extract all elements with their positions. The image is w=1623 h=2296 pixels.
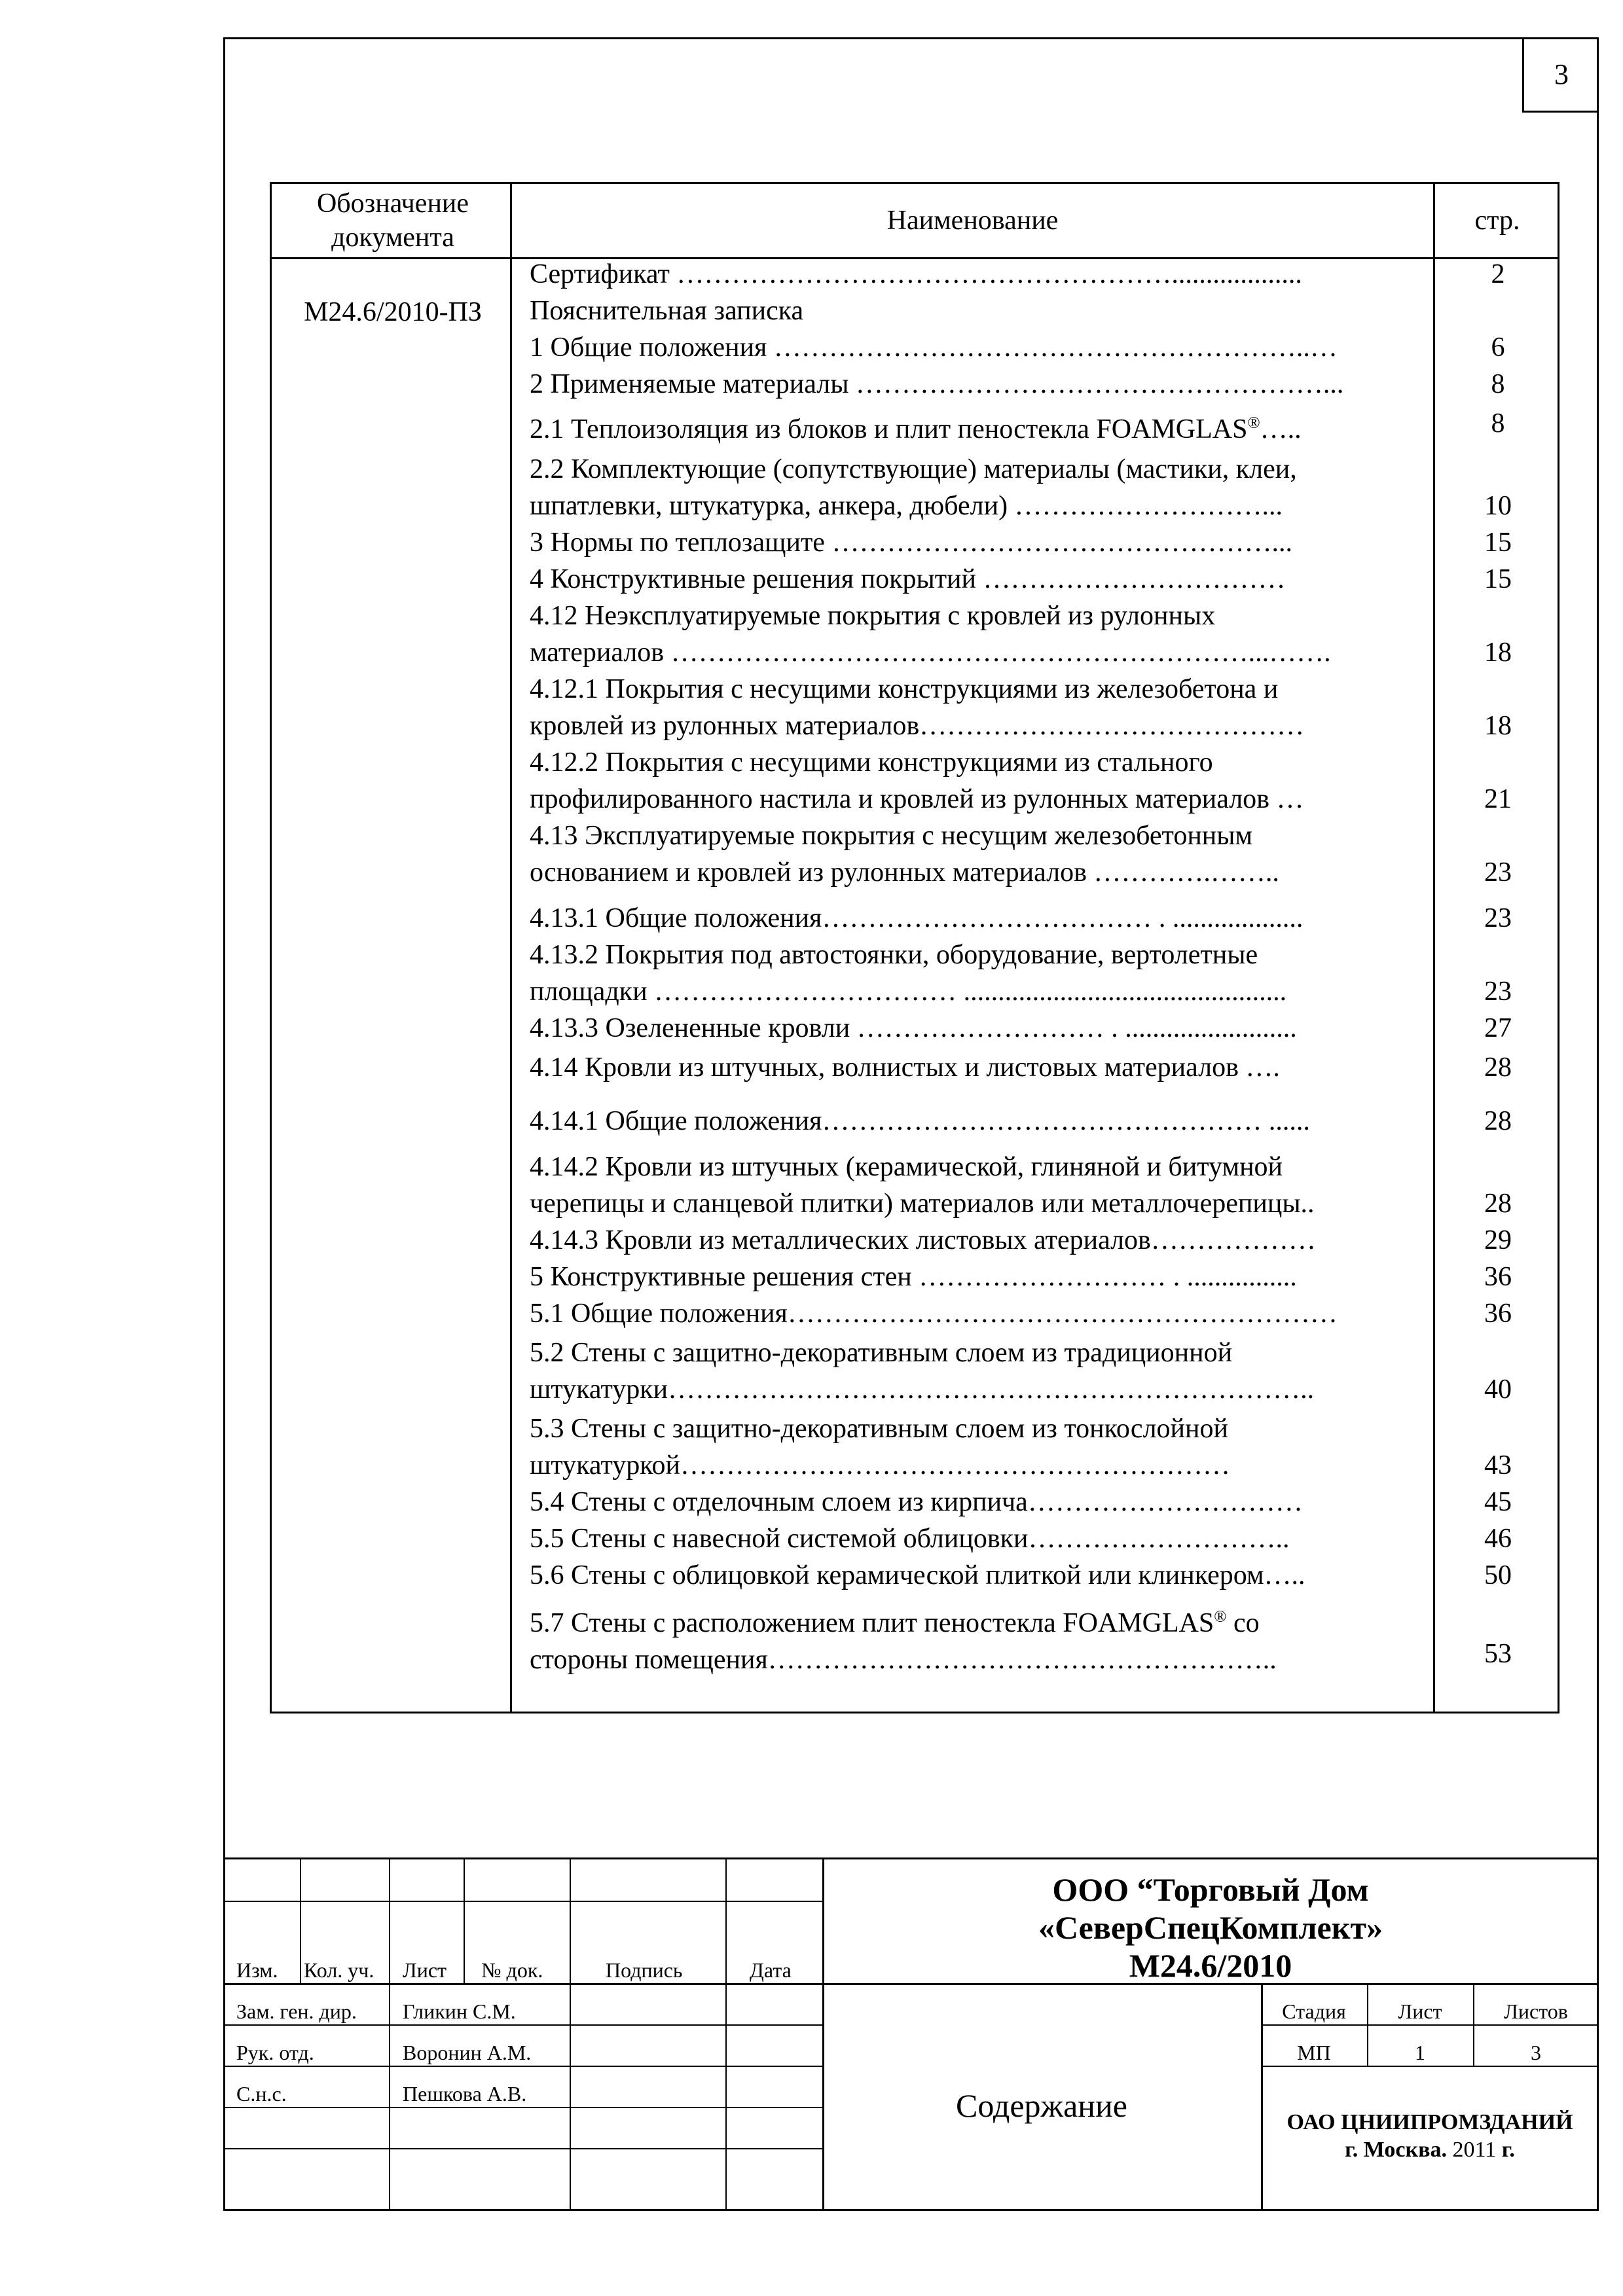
toc-row <box>530 937 1564 1010</box>
toc-entry-text: штукатурки…………………………………………………………….. <box>530 1374 1315 1405</box>
toc-entry-text: стороны помещения……………………………………………….. <box>530 1645 1277 1675</box>
toc-page-number: 43 <box>1484 1450 1512 1480</box>
toc-row <box>530 1049 1564 1086</box>
toc-row <box>530 1335 1564 1408</box>
toc-page-number: 36 <box>1484 1299 1512 1329</box>
toc-row <box>530 598 1564 671</box>
sheets-header: Листов <box>1504 2000 1568 2023</box>
toc-entry-text: 5.5 Стены с навесной системой облицовки……………………….. <box>530 1524 1290 1554</box>
toc-page-number: 27 <box>1484 1013 1512 1043</box>
toc-entry-text: 5.3 Стены с защитно-декоративным слоем из тонкослойной <box>530 1414 1228 1444</box>
toc-page-number: 18 <box>1484 637 1512 668</box>
header-kol: Кол. уч. <box>304 1958 374 1982</box>
toc-page-number: 40 <box>1484 1374 1512 1405</box>
toc-entry-text: 5.2 Стены с защитно-декоративным слоем из традиционной <box>530 1338 1233 1368</box>
toc-page-number: 53 <box>1484 1639 1512 1669</box>
toc-entry-text: штукатуркой…………………………………………………… <box>530 1450 1231 1480</box>
toc-page-number: 15 <box>1484 528 1512 558</box>
page-number: 3 <box>1522 37 1599 113</box>
toc-row <box>530 1149 1564 1222</box>
document-code: М24.6/2010-ПЗ <box>304 297 482 327</box>
column-header-code: Обозначение документа <box>316 188 469 253</box>
header-data: Дата <box>750 1958 792 1982</box>
organization: ОАО ЦНИИПРОМЗДАНИЙ г. Москва. 2011 г. <box>1286 2110 1573 2162</box>
toc-entry-text: 2.2 Комплектующие (сопутствующие) материалы (мастики, клеи, <box>530 454 1297 484</box>
toc-row <box>530 256 1564 293</box>
stage-value: МП <box>1297 2041 1331 2064</box>
person-role-2: Рук. отд. <box>236 2041 314 2064</box>
toc-entry-text: кровлей из рулонных материалов…………………………………… <box>530 711 1305 741</box>
person-name-1: Гликин С.М. <box>403 2000 516 2023</box>
toc-entry-text: площадки …………………………… ............................................... <box>530 977 1287 1007</box>
header-podpis: Подпись <box>606 1958 683 1982</box>
company-name: ООО “Торговый Дом «СеверСпецКомплект» М24.6/2010 <box>1038 1871 1383 1984</box>
toc-row <box>530 329 1564 366</box>
toc-entry-text: 3 Нормы по теплозащите …………………………………………... <box>530 528 1292 558</box>
toc-row <box>530 1295 1564 1332</box>
contents-table <box>270 182 1559 1713</box>
toc-entry-text: 4.13.2 Покрытия под автостоянки, оборудование, вертолетные <box>530 940 1258 970</box>
toc-entry-text: шпатлевки, штукатурка, анкера, дюбели) ………………………... <box>530 491 1283 521</box>
toc-row <box>530 561 1564 598</box>
toc-page-number: 8 <box>1491 408 1505 439</box>
toc-page-number: 29 <box>1484 1225 1512 1255</box>
toc-entry-text: профилированного настила и кровлей из рулонных материалов … <box>530 784 1304 814</box>
header-nodoc: № док. <box>481 1958 543 1982</box>
toc-entry-text: основанием и кровлей из рулонных материалов ………….…….. <box>530 857 1279 888</box>
toc-row <box>530 1410 1564 1484</box>
toc-row <box>530 671 1564 744</box>
toc-entry-text: 5.6 Стены с облицовкой керамической плиткой или клинкером….. <box>530 1560 1305 1590</box>
toc-row <box>530 1222 1564 1259</box>
toc-row <box>530 524 1564 561</box>
toc-page-number: 23 <box>1484 977 1512 1007</box>
toc-row <box>530 1557 1564 1594</box>
toc-row <box>530 1599 1564 1678</box>
toc-entry-text: 4.14.1 Общие положения………………………………………… ...... <box>530 1106 1310 1136</box>
toc-page-number: 28 <box>1484 1106 1512 1136</box>
toc-entry-text: 2 Применяемые материалы ……………………………………………... <box>530 369 1344 399</box>
toc-page-number: 15 <box>1484 564 1512 594</box>
toc-entry-text: 1 Общие положения …………………………………………………..… <box>530 332 1338 363</box>
toc-row <box>530 900 1564 937</box>
toc-page-number: 45 <box>1484 1487 1512 1517</box>
toc-entry-text: материалов ………………………………………………………...……. <box>530 637 1331 668</box>
toc-entry-text: 4 Конструктивные решения покрытий …………………………… <box>530 564 1286 594</box>
toc-page-number: 18 <box>1484 711 1512 741</box>
toc-entry-text: 4.14 Кровли из штучных, волнистых и листовых материалов …. <box>530 1052 1280 1083</box>
toc-entry-text: 4.12.2 Покрытия с несущими конструкциями из стального <box>530 747 1213 778</box>
header-izm: Изм. <box>236 1958 278 1982</box>
toc-entry-text: 2.1 Теплоизоляция из блоков и плит пеностекла FOAMGLAS®….. <box>530 414 1302 444</box>
toc-entry-text: черепицы и сланцевой плитки) материалов или металлочерепицы.. <box>530 1189 1315 1219</box>
person-name-2: Воронин А.М. <box>403 2041 532 2064</box>
toc-row <box>530 744 1564 817</box>
toc-page-number: 23 <box>1484 857 1512 888</box>
toc-row <box>530 451 1564 524</box>
toc-page-number: 50 <box>1484 1560 1512 1590</box>
toc-entry-text: 4.13.1 Общие положения……………………………… . ................... <box>530 903 1304 933</box>
toc-row <box>530 1520 1564 1557</box>
toc-page-number: 8 <box>1491 369 1505 399</box>
toc-entry-text: 4.12.1 Покрытия с несущими конструкциями из железобетона и <box>530 674 1279 704</box>
toc-row <box>530 1010 1564 1047</box>
toc-entry-text: 4.13.3 Озелененные кровли ……………………… . ......................... <box>530 1013 1297 1043</box>
toc-entry-text: 5.4 Стены с отделочным слоем из кирпича………………………… <box>530 1487 1303 1517</box>
toc-entry-text: 5.7 Стены с расположением плит пеностекла FOAMGLAS® со <box>530 1608 1260 1638</box>
toc-entry-text: 4.14.2 Кровли из штучных (керамической, глиняной и битумной <box>530 1152 1283 1182</box>
toc-page-number: 23 <box>1484 903 1512 933</box>
toc-entry-text: Сертификат ………………………………………………................... <box>530 259 1302 289</box>
toc-row <box>530 1484 1564 1520</box>
toc-page-number: 6 <box>1491 332 1505 363</box>
toc-page-number: 46 <box>1484 1524 1512 1554</box>
toc-row <box>530 817 1564 891</box>
stage-header: Стадия <box>1282 2000 1346 2023</box>
toc-entry-text: 5.1 Общие положения…………………………………………………… <box>530 1299 1338 1329</box>
toc-page-number: 10 <box>1484 491 1512 521</box>
person-role-3: С.н.с. <box>236 2082 287 2106</box>
toc-page-number: 28 <box>1484 1052 1512 1083</box>
toc-row <box>530 1103 1564 1139</box>
column-header-page: стр. <box>1474 206 1520 236</box>
toc-page-number: 21 <box>1484 784 1512 814</box>
toc-entry-text: 4.12 Неэксплуатируемые покрытия с кровлей из рулонных <box>530 601 1216 631</box>
toc-page-number: 36 <box>1484 1262 1512 1292</box>
toc-row <box>530 366 1564 403</box>
document-title: Содержание <box>956 2087 1127 2124</box>
person-role-1: Зам. ген. дир. <box>236 2000 357 2023</box>
sheet-header: Лист <box>1398 2000 1442 2023</box>
column-header-name: Наименование <box>886 206 1059 236</box>
sheet-value: 1 <box>1415 2041 1425 2064</box>
toc-row <box>530 405 1564 448</box>
toc-row <box>530 1259 1564 1295</box>
toc-entry-text: Пояснительная записка <box>530 296 804 326</box>
toc-entry-text: 5 Конструктивные решения стен ……………………… . ................ <box>530 1262 1297 1292</box>
toc-page-number: 2 <box>1491 259 1505 289</box>
sheets-value: 3 <box>1531 2041 1541 2064</box>
toc-entry-text: 4.13 Эксплуатируемые покрытия с несущим железобетонным <box>530 821 1253 851</box>
toc-entry-text: 4.14.3 Кровли из металлических листовых атериалов……………… <box>530 1225 1316 1255</box>
header-list: Лист <box>403 1958 447 1982</box>
person-name-3: Пешкова А.В. <box>403 2082 527 2106</box>
toc-row <box>530 293 1564 329</box>
toc-page-number: 28 <box>1484 1189 1512 1219</box>
